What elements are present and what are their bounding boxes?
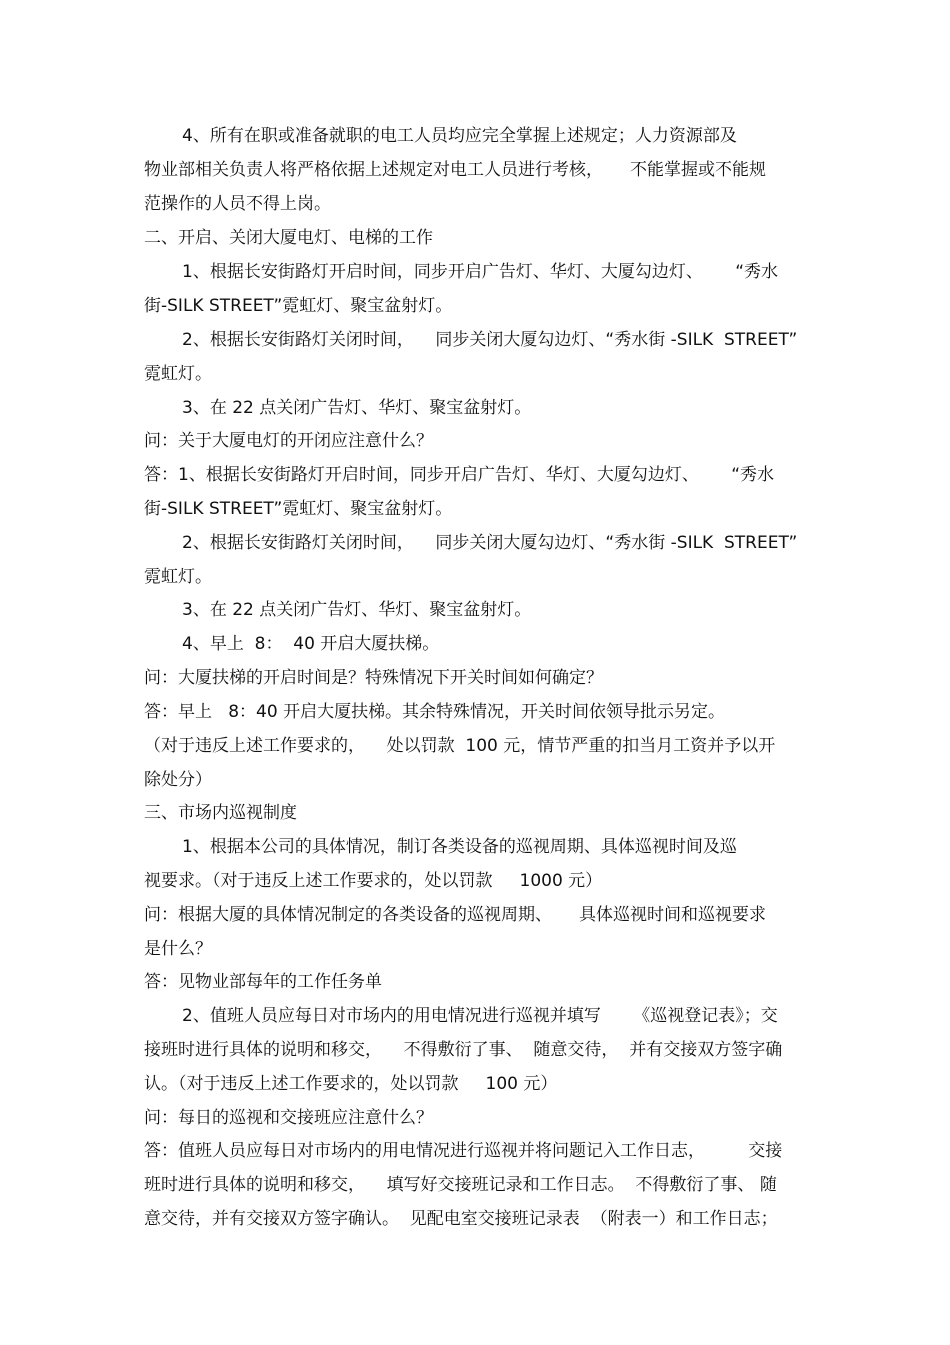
text-line: 意交待，并有交接双方签字确认。 见配电室交接班记录表 （附表一）和工作日志；	[144, 1209, 778, 1229]
question-line: 问：每日的巡视和交接班应注意什么？	[144, 1108, 433, 1128]
text-line: 接班时进行具体的说明和移交， 不得敷衍了事、 随意交待， 并有交接双方签字确	[144, 1040, 783, 1060]
answer-line: 答：值班人员应每日对市场内的用电情况进行巡视并将问题记入工作日志， 交接	[144, 1141, 783, 1161]
question-line: 问：根据大厦的具体情况制定的各类设备的巡视周期、 具体巡视时间和巡视要求	[144, 905, 767, 925]
text-line: 霓虹灯。	[144, 567, 212, 587]
text-line: 2、根据长安街路灯关闭时间， 同步关闭大厦勾边灯、“秀水街 -SILK STREET”	[182, 330, 798, 350]
text-line: 3、在 22 点关闭广告灯、华灯、聚宝盆射灯。	[182, 398, 532, 418]
text-line: 3、在 22 点关闭广告灯、华灯、聚宝盆射灯。	[182, 600, 532, 620]
text-line: 霓虹灯。	[144, 364, 212, 384]
text-line: 街-SILK STREET”霓虹灯、聚宝盆射灯。	[144, 296, 453, 316]
text-line: 班时进行具体的说明和移交， 填写好交接班记录和工作日志。 不得敷衍了事、 随	[144, 1175, 777, 1195]
text-line: 1、根据长安街路灯开启时间，同步开启广告灯、华灯、大厦勾边灯、 “秀水	[182, 262, 779, 282]
answer-line: 答：早上 8：40 开启大厦扶梯。其余特殊情况，开关时间依领导批示另定。	[144, 702, 726, 722]
text-line: 认。（对于违反上述工作要求的，处以罚款 100 元）	[144, 1074, 558, 1094]
answer-line: 答：1、根据长安街路灯开启时间，同步开启广告灯、华灯、大厦勾边灯、 “秀水	[144, 465, 775, 485]
text-line: 2、值班人员应每日对市场内的用电情况进行巡视并填写 《巡视登记表》；交	[182, 1006, 778, 1026]
text-line: （对于违反上述工作要求的， 处以罚款 100 元，情节严重的扣当月工资并予以开	[144, 736, 776, 756]
text-line: 街-SILK STREET”霓虹灯、聚宝盆射灯。	[144, 499, 453, 519]
question-line: 问：关于大厦电灯的开闭应注意什么？	[144, 431, 433, 451]
section-heading: 三、市场内巡视制度	[144, 803, 297, 823]
section-heading: 二、开启、关闭大厦电灯、电梯的工作	[144, 228, 433, 248]
text-line: 2、根据长安街路灯关闭时间， 同步关闭大厦勾边灯、“秀水街 -SILK STREET”	[182, 533, 798, 553]
question-line: 问：大厦扶梯的开启时间是？特殊情况下开关时间如何确定？	[144, 668, 603, 688]
text-line: 除处分）	[144, 770, 212, 790]
text-line: 4、所有在职或准备就职的电工人员均应完全掌握上述规定；人力资源部及	[182, 126, 737, 146]
text-line: 范操作的人员不得上岗。	[144, 194, 331, 214]
text-line: 是什么？	[144, 939, 212, 959]
text-line: 视要求。（对于违反上述工作要求的，处以罚款 1000 元）	[144, 871, 603, 891]
text-line: 物业部相关负责人将严格依据上述规定对电工人员进行考核， 不能掌握或不能规	[144, 160, 767, 180]
text-line: 4、早上 8： 40 开启大厦扶梯。	[182, 634, 440, 654]
text-line: 1、根据本公司的具体情况，制订各类设备的巡视周期、具体巡视时间及巡	[182, 837, 737, 857]
answer-line: 答：见物业部每年的工作任务单	[144, 972, 382, 992]
